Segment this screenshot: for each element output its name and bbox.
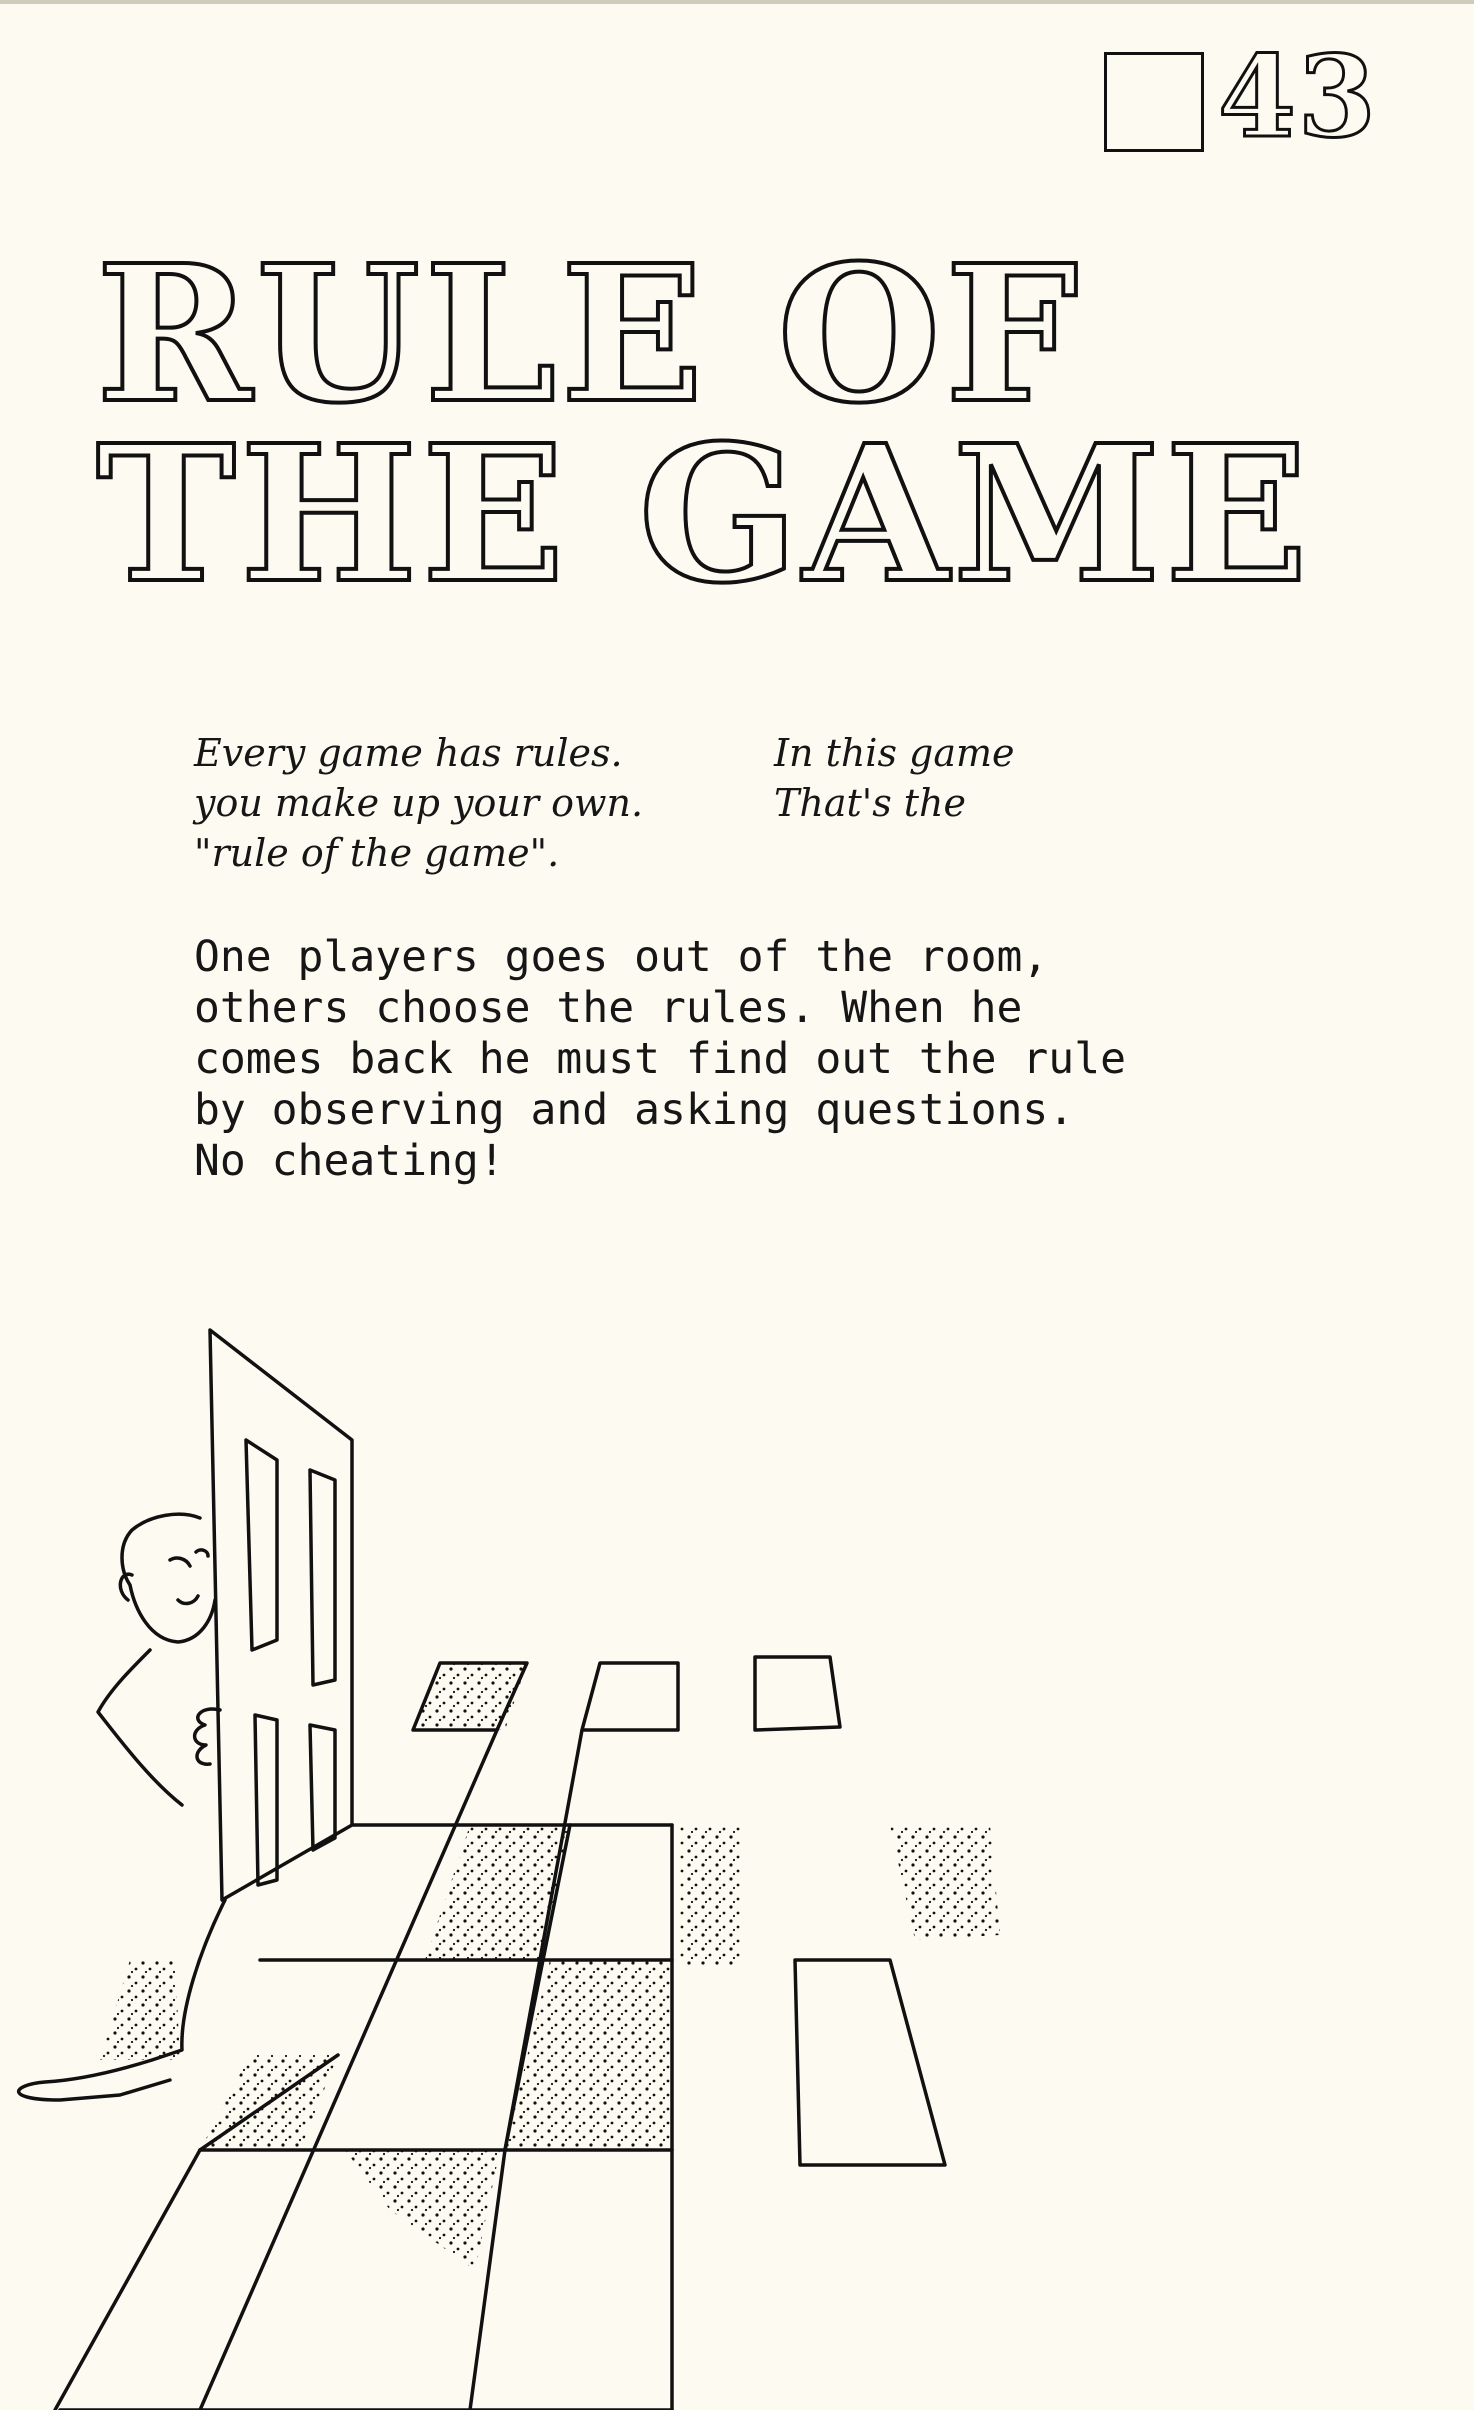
door bbox=[210, 1330, 352, 1900]
intro-text: "rule of the game". bbox=[194, 831, 560, 875]
door-and-checkerboard-illustration bbox=[0, 1300, 1474, 2410]
intro-text: Every game has rules. bbox=[194, 731, 623, 775]
intro-row bbox=[194, 778, 1094, 828]
page-number-badge bbox=[1100, 32, 1420, 164]
instruction-line: by observing and asking questions. bbox=[194, 1085, 1075, 1135]
floor-stipple-tiles bbox=[100, 1663, 1000, 2270]
floor-grid bbox=[55, 1657, 945, 2410]
intro-row bbox=[194, 828, 1094, 878]
intro-text: That's the bbox=[774, 781, 967, 825]
instruction-line: others choose the rules. When he bbox=[194, 983, 1023, 1033]
intro-paragraph bbox=[194, 728, 1094, 878]
title-line-1: RULE OF bbox=[96, 224, 1083, 445]
checkbox-square-icon bbox=[1104, 52, 1204, 152]
page-title bbox=[96, 224, 1313, 625]
top-edge-rule bbox=[0, 0, 1474, 4]
intro-row bbox=[194, 728, 1094, 778]
instruction-line: No cheating! bbox=[194, 1136, 505, 1186]
page-number: 43 bbox=[1218, 32, 1378, 163]
instructions-paragraph bbox=[194, 932, 1194, 1187]
instruction-line: One players goes out of the room, bbox=[194, 932, 1049, 982]
title-line-2: THE GAME bbox=[96, 404, 1313, 625]
intro-text: you make up your own. bbox=[194, 781, 644, 825]
intro-text: In this game bbox=[774, 731, 1015, 775]
instruction-line: comes back he must find out the rule bbox=[194, 1034, 1126, 1084]
